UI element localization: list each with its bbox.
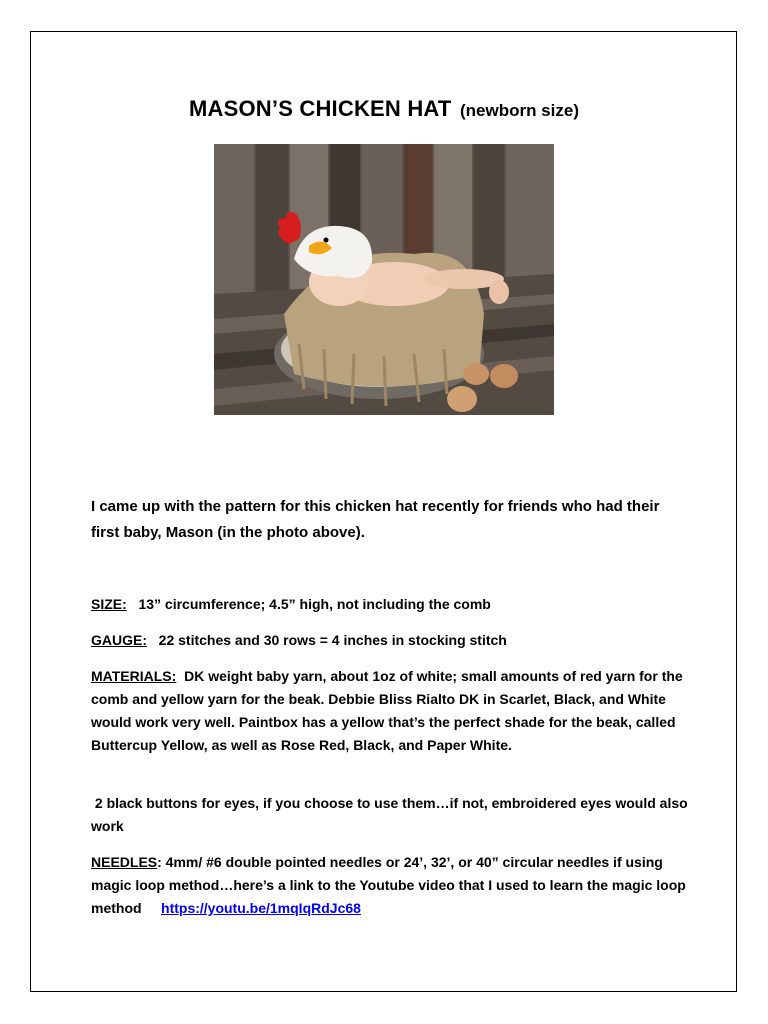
needles-section xyxy=(91,851,691,920)
gauge-text: 22 stitches and 30 rows = 4 inches in stocking stitch xyxy=(158,632,507,648)
page-title xyxy=(0,96,768,122)
materials-section xyxy=(91,665,691,757)
materials-text: DK weight baby yarn, about 1oz of white; small amounts of red yarn for the comb and yellow yarn for the beak. Debbie Bliss Rialto DK in Scarlet, Black, and White would work very well. Paintbox has a yellow that’s the perfect shade for the beak, called Buttercup Yellow, as well as Rose Red, Black, and Paper White. xyxy=(91,668,683,753)
size-text: 13” circumference; 4.5” high, not including the comb xyxy=(138,596,491,612)
size-section xyxy=(91,593,691,616)
photo-illustration xyxy=(214,144,554,415)
materials-label: MATERIALS: xyxy=(91,668,177,684)
title-main: MASON’S CHICKEN HAT xyxy=(189,96,452,121)
buttons-note-text: 2 black buttons for eyes, if you choose to use them…if not, embroidered eyes would also work xyxy=(91,795,688,834)
gauge-label: GAUGE: xyxy=(91,632,147,648)
title-subtitle: (newborn size) xyxy=(459,101,579,120)
intro-paragraph: I came up with the pattern for this chicken hat recently for friends who had their first baby, Mason (in the photo above). xyxy=(91,498,660,541)
needles-text: : 4mm/ #6 double pointed needles or 24’, 32’, or 40” circular needles if using magic loop method…here’s a link to the Youtube video that I used to learn the magic loop method xyxy=(91,854,686,916)
needles-label: NEEDLES xyxy=(91,854,158,870)
gauge-section xyxy=(91,629,691,652)
youtube-link[interactable]: https://youtu.be/1mqIqRdJc68 xyxy=(161,900,361,916)
size-label: SIZE: xyxy=(91,596,127,612)
baby-chicken-hat-photo xyxy=(214,144,554,415)
buttons-note xyxy=(91,792,691,838)
